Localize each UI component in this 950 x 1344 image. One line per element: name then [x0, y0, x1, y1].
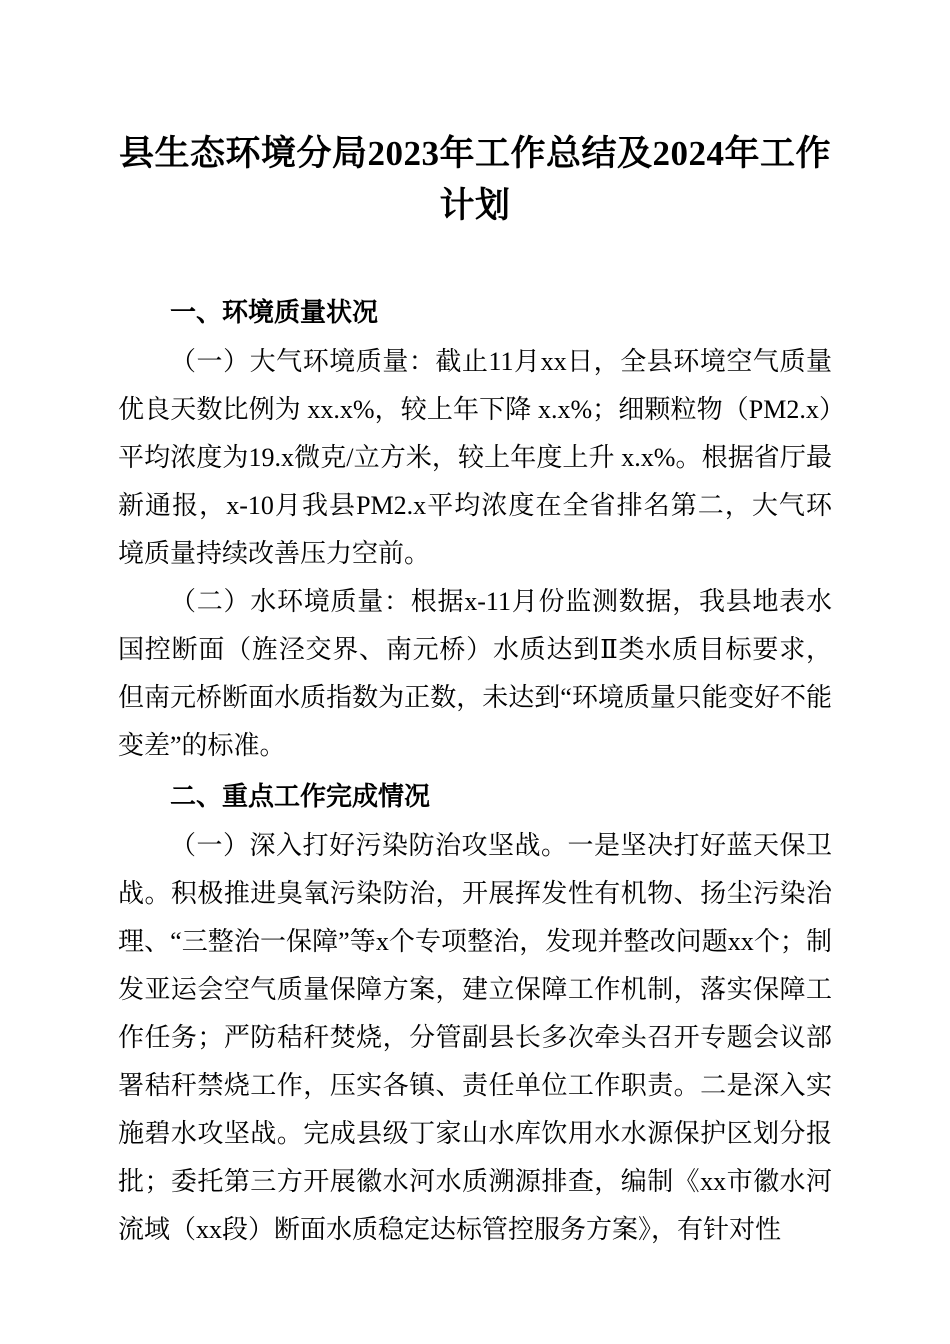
paragraph-water-quality: （二）水环境质量：根据x-11月份监测数据，我县地表水国控断面（旌泾交界、南元桥）水质达到Ⅱ类水质目标要求，但南元桥断面水质指数为正数，未达到“环境质量只能变好不能变差”的标准。 — [118, 587, 832, 760]
document-title: 县生态环境分局2023年工作总结及2024年工作计划 — [118, 134, 831, 225]
paragraph-air-quality: （一）大气环境质量：截止11月xx日，全县环境空气质量优良天数比例为 xx.x%，较上年下降 x.x%；细颗粒物（PM2.x）平均浓度为19.x微克/立方米，较上年度上升 x.x%。根据省厅最新通报，x-10月我县PM2.x平均浓度在全省排名第二，大气环境质量持续改善压力空前。 — [118, 347, 832, 568]
section-heading-key-work-completion: 二、重点工作完成情况 — [170, 781, 431, 811]
section-heading-environment-quality: 一、环境质量状况 — [170, 297, 379, 327]
paragraph-pollution-prevention: （一）深入打好污染防治攻坚战。一是坚决打好蓝天保卫战。积极推进臭氧污染防治，开展挥发性有机物、扬尘污染治理、“三整治一保障”等x个专项整治，发现并整改问题xx个；制发亚运会空气质量保障方案，建立保障工作机制，落实保障工作任务；严防秸秆焚烧，分管副县长多次牵头召开专题会议部署秸秆禁烧工作，压实各镇、责任单位工作职责。二是深入实施碧水攻坚战。完成县级丁家山水库饮用水水源保护区划分报批；委托第三方开展徽水河水质溯源排查，编制《xx市徽水河流域（xx段）断面水质稳定达标管控服务方案》，有针对性 — [118, 831, 832, 1244]
